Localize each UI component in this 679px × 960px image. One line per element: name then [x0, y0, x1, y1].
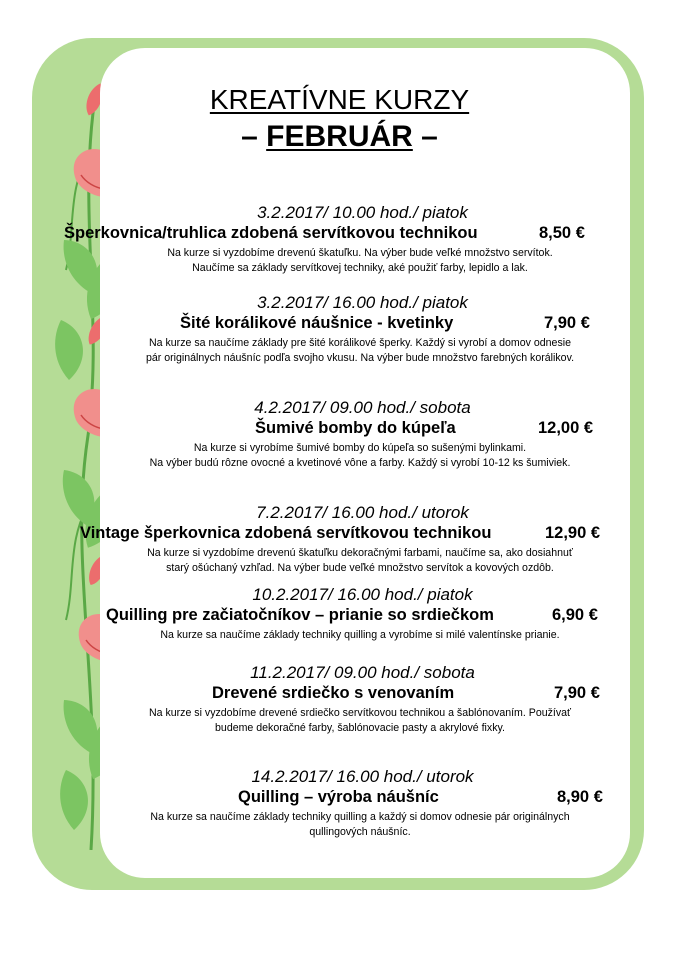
course-price: 8,50 €	[539, 224, 585, 242]
course-name: Quilling pre začiatočníkov – prianie so srdiečkom	[106, 606, 494, 624]
course-date: 3.2.2017/ 10.00 hod./ piatok	[257, 203, 468, 222]
course-name: Quilling – výroba náušníc	[238, 788, 439, 806]
course-date: 10.2.2017/ 16.00 hod./ piatok	[252, 585, 473, 604]
course-date: 4.2.2017/ 09.00 hod./ sobota	[254, 398, 471, 417]
course-description: Na kurze si vyrobíme šumivé bomby do kúpeľa so sušenými bylinkami. Na výber budú rôzne ovocné a kvetinové vône a farby. Každý si vyrobí 10-12 ks šumiviek.	[149, 442, 571, 469]
course-price: 7,90 €	[544, 314, 590, 332]
course-date: 14.2.2017/ 16.00 hod./ utorok	[251, 767, 474, 786]
course-price: 12,00 €	[538, 419, 594, 437]
course-name: Drevené srdiečko s venovaním	[212, 684, 455, 702]
course-name: Šumivé bomby do kúpeľa	[255, 419, 456, 437]
course-name: Vintage šperkovnica zdobená servítkovou technikou	[80, 524, 492, 542]
month-title: – FEBRUÁR –	[241, 120, 438, 153]
course-item	[70, 397, 630, 471]
course-name: Šité korálikové náušnice - kvetinky	[180, 314, 454, 332]
course-name: Šperkovnica/truhlica zdobená servítkovou technikou	[64, 224, 478, 242]
course-description: Na kurze si vyzdobíme drevenú škatuľku. Na výber bude veľké množstvo servítok. Naučíme sa základy servítkovej techniky, aké použiť farby, lepidlo a lak.	[167, 247, 553, 274]
course-price: 6,90 €	[552, 606, 598, 624]
course-description: Na kurze sa naučíme základy techniky quilling a vyrobíme si milé valentínske prianie.	[160, 629, 560, 641]
course-description: Na kurze si vyzdobíme drevenú škatuľku dekoračnými farbami, naučíme sa, ako dosiahnuť starý ošúchaný vzhľad. Na výber bude veľké množstvo servítok a kovových ozdôb.	[147, 547, 573, 574]
course-item	[70, 292, 630, 366]
course-item	[70, 502, 630, 576]
course-item	[70, 662, 630, 736]
course-price: 12,90 €	[545, 524, 601, 542]
course-description: Na kurze sa naučíme základy techniky quilling a každý si domov odnesie pár originálnych qullingových náušníc.	[150, 811, 570, 838]
course-item	[70, 584, 630, 643]
course-price: 7,90 €	[554, 684, 600, 702]
course-date: 3.2.2017/ 16.00 hod./ piatok	[257, 293, 468, 312]
course-price: 8,90 €	[557, 788, 603, 806]
page-title: KREATÍVNE KURZY	[209, 84, 470, 115]
course-item	[70, 766, 630, 840]
course-date: 7.2.2017/ 16.00 hod./ utorok	[256, 503, 469, 522]
course-description: Na kurze sa naučíme základy pre šité korálikové šperky. Každý si vyrobí a domov odnesie pár originálnych náušníc podľa svojho vkusu. Na výber bude množstvo farebných korálikov.	[145, 337, 575, 364]
course-item	[64, 202, 630, 276]
course-description: Na kurze si vyzdobíme drevené srdiečko servítkovou technikou a šablónovaním. Používať budeme dekoračné farby, šablónovacie pasty a akrylové fixky.	[148, 707, 572, 734]
course-date: 11.2.2017/ 09.00 hod./ sobota	[250, 663, 475, 682]
